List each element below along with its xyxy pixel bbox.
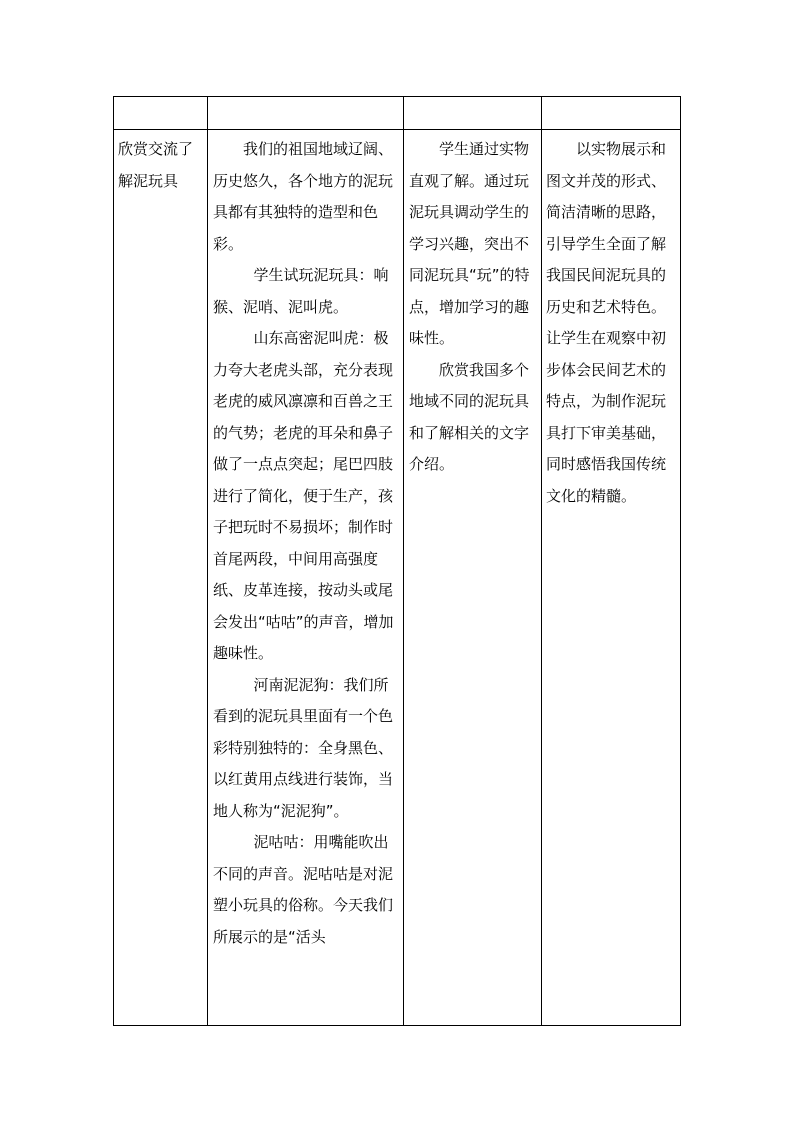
header-cell [208,97,403,129]
activity-paragraph: 学生试玩泥玩具：响猴、泥哨、泥叫虎。 [213,266,389,316]
teacher-activity-cell [213,134,400,1024]
design-intent-cell [546,134,676,1014]
intent-paragraph: 以实物展示和图文并茂的形式、简洁清晰的思路，引导学生全面了解我国民间泥玩具的历史和艺术特色。让学生在观察中初步体会民间艺术的特点，为制作泥玩具打下审美基础，同时感悟我国传统文化的精髓。 [546,140,667,505]
activity-paragraph: 泥咕咕：用嘴能吹出不同的声音。泥咕咕是对泥塑小玩具的俗称。今天我们所展示的是“活头 [213,833,394,946]
column-divider [541,97,542,1025]
header-cell [542,97,681,129]
stage-cell [118,134,204,1014]
stage-label: 欣赏交流了解泥玩具 [118,140,194,190]
column-divider [207,97,208,1025]
header-cell [404,97,541,129]
student-paragraph: 学生通过实物直观了解。通过玩泥玩具调动学生的学习兴趣，突出不同泥玩具“玩”的特点，增加学习的趣味性。 [409,140,530,347]
column-divider [403,97,404,1025]
header-row-divider [114,129,680,130]
lesson-plan-table [113,96,681,1026]
student-activity-cell [409,134,537,1014]
header-cell [114,97,207,129]
student-paragraph: 欣赏我国多个地域不同的泥玩具和了解相关的文字介绍。 [409,360,530,473]
activity-paragraph: 山东高密泥叫虎：极力夸大老虎头部，充分表现老虎的威风凛凛和百兽之王的气势；老虎的耳朵和鼻子做了一点点突起；尾巴四肢进行了简化，便于生产，孩子把玩时不易损坏；制作时首尾两段，中间用高强度纸、皮革连接，按动头或尾会发出“咕咕”的声音，增加趣味性。 [213,329,394,662]
activity-paragraph: 我们的祖国地域辽阔、历史悠久，各个地方的泥玩具都有其独特的造型和色彩。 [213,140,394,253]
activity-paragraph: 河南泥泥狗：我们所看到的泥玩具里面有一个色彩特别独特的：全身黑色、以红黄用点线进行装饰，当地人称为“泥泥狗”。 [213,675,394,820]
